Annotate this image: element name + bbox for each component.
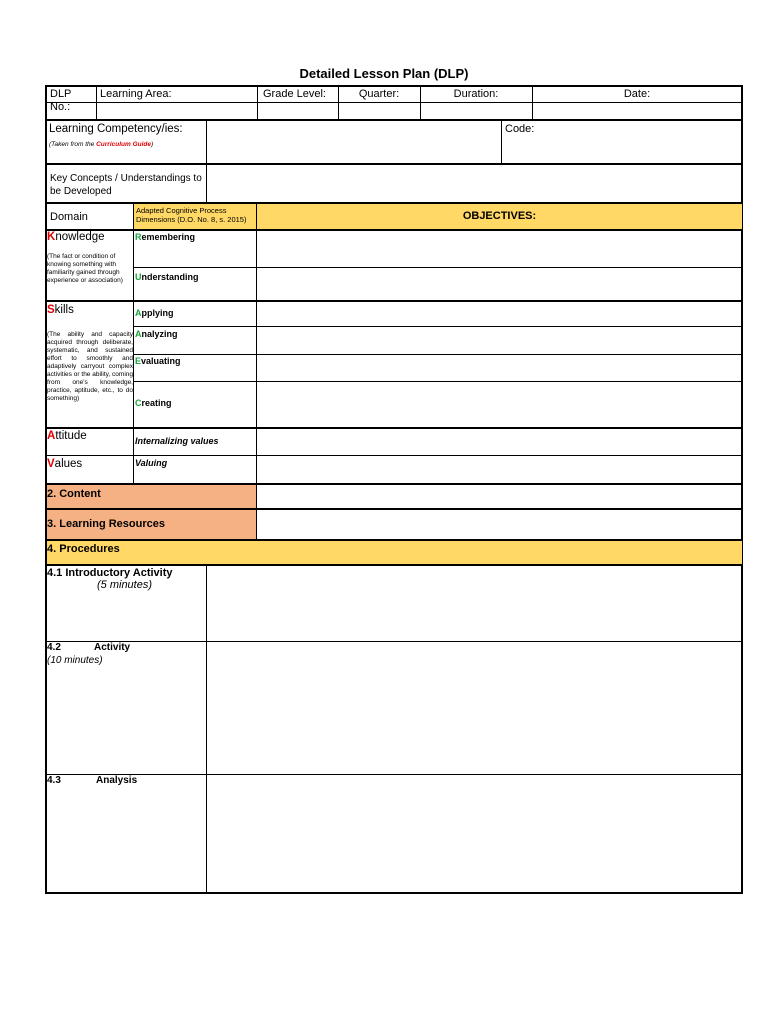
competency-text: Learning Competency/ies:	[49, 123, 183, 135]
quarter-label: Quarter:	[358, 88, 400, 100]
knowledge-domain	[47, 231, 133, 299]
analysis-cell	[47, 775, 205, 791]
analysis-label: Analysis	[96, 775, 138, 786]
values-rest: alues	[54, 458, 83, 470]
knowledge-rest: nowledge	[55, 231, 105, 243]
evaluating-rest: valuating	[141, 356, 181, 366]
evaluating-initial: E	[135, 356, 142, 366]
analyzing-rest: nalyzing	[141, 329, 178, 339]
understanding-rest: nderstanding	[141, 272, 199, 282]
applying-initial: A	[135, 308, 142, 318]
knowledge-label	[47, 231, 133, 243]
activity-time: (10 minutes)	[47, 655, 103, 666]
knowledge-initial: K	[47, 231, 56, 243]
objectives-header: OBJECTIVES:	[462, 210, 537, 222]
skills-desc: (The ability and capacity acquired through deliberate, systematic, and sustained effort to smoothly and adaptively carryout complex activities or the ability, coming from one's knowledge, practice, aptitude, etc., to do something)	[47, 331, 133, 402]
dimensions-header: Adapted Cognitive Process Dimensions (D.O. No. 8, s. 2015)	[136, 206, 247, 224]
values-initial: V	[47, 458, 55, 470]
dlp-no-label: DLP No.:	[50, 88, 72, 113]
knowledge-desc: (The fact or condition of knowing something with familiarity gained through experience or association)	[47, 253, 123, 284]
attitude-label	[47, 430, 133, 446]
remembering-initial: R	[135, 232, 142, 242]
grade-level-label: Grade Level:	[263, 88, 326, 100]
document-title: Detailed Lesson Plan (DLP)	[299, 66, 469, 81]
analysis-heading	[47, 775, 205, 788]
activity-heading	[47, 642, 205, 655]
curriculum-guide-ref: Curriculum Guide	[96, 141, 151, 148]
evaluating-label	[135, 356, 255, 370]
understanding-initial: U	[135, 272, 142, 282]
competency-note	[49, 141, 203, 148]
skills-rest: kills	[54, 304, 74, 316]
remembering-rest: emembering	[141, 232, 196, 242]
creating-initial: C	[135, 398, 142, 408]
analyzing-initial: A	[135, 329, 142, 339]
valuing-label: Valuing	[135, 458, 168, 468]
attitude-rest: ttitude	[55, 430, 87, 442]
learning-competency-label	[47, 121, 205, 163]
analysis-number: 4.3	[47, 775, 61, 786]
learning-resources-label: 3. Learning Resources	[47, 518, 165, 530]
applying-label	[135, 308, 255, 322]
values-label	[47, 458, 133, 474]
attitude-initial: A	[47, 430, 56, 442]
remembering-label	[135, 232, 255, 246]
domain-header: Domain	[50, 211, 88, 223]
applying-rest: pplying	[141, 308, 174, 318]
creating-label	[135, 398, 255, 412]
internalizing-values-label: Internalizing values	[135, 436, 219, 446]
note-suffix: )	[151, 141, 154, 148]
skills-label	[47, 304, 133, 316]
activity-cell	[47, 642, 205, 674]
introductory-activity-cell	[47, 566, 205, 606]
skills-domain	[47, 304, 133, 426]
procedures-label: 4. Procedures	[47, 543, 120, 555]
activity-number: 4.2	[47, 642, 61, 653]
analyzing-label	[135, 329, 255, 343]
date-label: Date:	[623, 88, 651, 100]
duration-label: Duration:	[453, 88, 499, 100]
activity-label: Activity	[94, 642, 131, 653]
learning-area-label: Learning Area:	[100, 88, 172, 100]
key-concepts-label: Key Concepts / Understandings to be Developed	[50, 173, 202, 197]
understanding-label	[135, 272, 255, 286]
code-label: Code:	[505, 123, 535, 135]
note-prefix: (Taken from the	[49, 141, 97, 148]
content-label: 2. Content	[47, 488, 101, 500]
introductory-activity-label: 4.1 Introductory Activity	[47, 567, 173, 579]
skills-initial: S	[47, 304, 55, 316]
creating-rest: reating	[141, 398, 172, 408]
introductory-activity-time: (5 minutes)	[97, 579, 153, 591]
